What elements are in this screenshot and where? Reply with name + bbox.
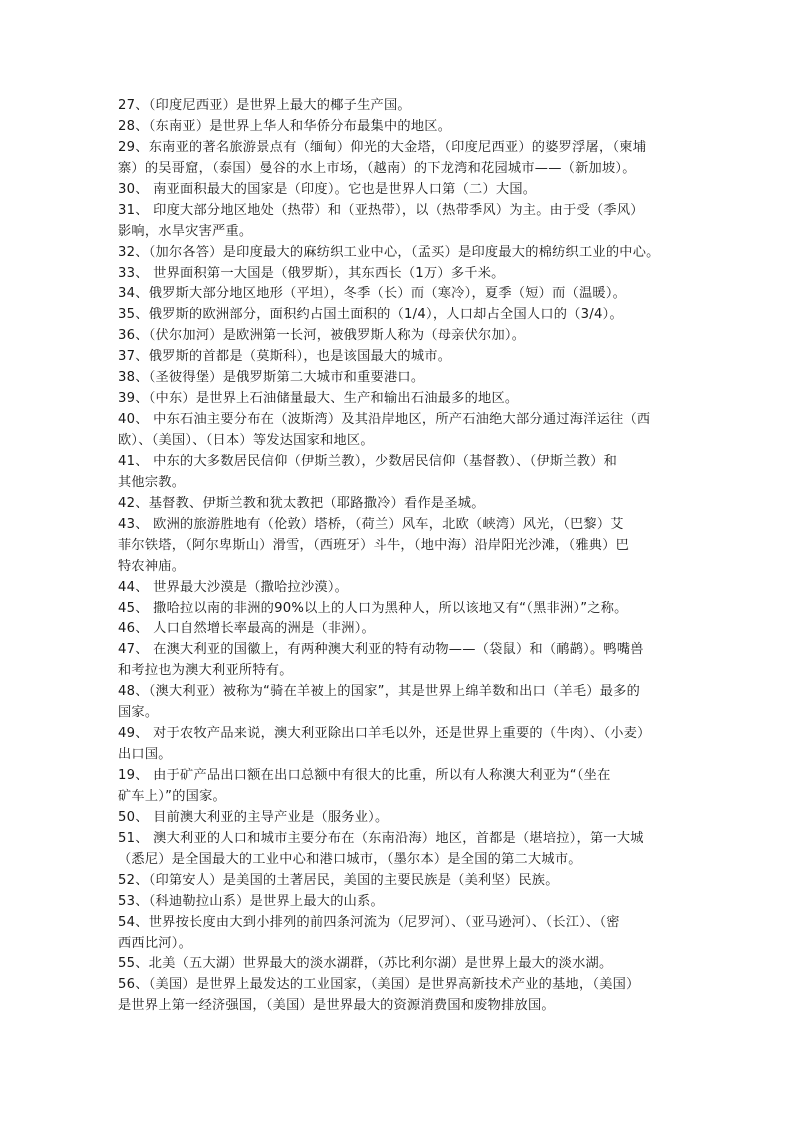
text-line: 35、俄罗斯的欧洲部分，面积约占国土面积的（1/4），人口却占全国人口的（3/4）。 xyxy=(118,307,623,323)
text-line: 出口国。 xyxy=(118,747,172,763)
text-line: 55、北美（五大湖）世界最大的淡水湖群，（苏比利尔湖）是世界上最大的淡水湖。 xyxy=(118,956,613,972)
text-line: 欧）、（美国）、（日本）等发达国家和地区。 xyxy=(118,433,374,448)
text-line: 32、（加尔各答）是印度最大的麻纺织工业中心，（孟买）是印度最大的棉纺织工业的中心。 xyxy=(118,244,660,260)
text-line: 30、 南亚面积最大的国家是（印度）。它也是世界人口第（二）大国。 xyxy=(118,181,537,197)
text-line: 54、世界按长度由大到小排列的前四条河流为（尼罗河）、（亚马逊河）、（长江）、（密 xyxy=(118,914,620,930)
text-line: 43、 欧洲的旅游胜地有（伦敦）塔桥，（荷兰）风车，北欧（峡湾）风光，（巴黎）艾 xyxy=(118,516,624,532)
text-line: 39、（中东）是世界上石油储量最大、生产和输出石油最多的地区。 xyxy=(118,391,519,407)
text-line: 特农神庙。 xyxy=(118,558,186,574)
text-line: 36、（伏尔加河）是欧洲第一长河，被俄罗斯人称为（母亲伏尔加）。 xyxy=(118,328,526,344)
text-line: 46、 人口自然增长率最高的洲是（非洲）。 xyxy=(118,621,375,637)
document-page xyxy=(118,96,686,1017)
text-line: 是世界上第一经济强国，（美国）是世界最大的资源消费国和废物排放国。 xyxy=(118,998,555,1014)
text-line: 影响，水旱灾害严重。 xyxy=(118,223,253,239)
text-line: 西西比河）。 xyxy=(118,935,193,951)
text-line: 48、（澳大利亚）被称为“骑在羊被上的国家”，其是世界上绵羊数和出口（羊毛）最多的 xyxy=(118,684,641,700)
text-line: 37、俄罗斯的首都是（莫斯科），也是该国最大的城市。 xyxy=(118,349,452,365)
text-line: 和考拉也为澳大利亚所特有。 xyxy=(118,663,293,679)
text-line: 38、（圣彼得堡）是俄罗斯第二大城市和重要港口。 xyxy=(118,370,425,386)
text-line: 19、 由于矿产品出口额在出口总额中有很大的比重，所以有人称澳大利亚为“（坐在 xyxy=(118,768,611,783)
text-line: 41、 中东的大多数居民信仰（伊斯兰教），少数居民信仰（基督教）、（伊斯兰教）和 xyxy=(118,453,618,469)
text-line: 45、 撒哈拉以南的非洲的90%以上的人口为黑种人，所以该地又有“（黑非洲）”之称。 xyxy=(118,600,628,616)
text-line: 矿车上）”的国家。 xyxy=(118,788,226,804)
text-line: 其他宗教。 xyxy=(118,474,186,490)
text-line: 53、（科迪勒拉山系）是世界上最大的山系。 xyxy=(118,893,384,909)
text-line: 44、 世界最大沙漠是（撒哈拉沙漠）。 xyxy=(118,579,349,595)
text-line: 29、东南亚的著名旅游景点有（缅甸）仰光的大金塔，（印度尼西亚）的婆罗浮屠，（柬埔 xyxy=(118,139,647,155)
text-line: 47、 在澳大利亚的国徽上，有两种澳大利亚的特有动物——（袋鼠）和（鸸鹋）。鸭嘴兽 xyxy=(118,642,644,658)
text-line: 国家。 xyxy=(118,705,159,721)
text-line: 27、（印度尼西亚）是世界上最大的椰子生产国。 xyxy=(118,98,411,113)
text-line: 51、 澳大利亚的人口和城市主要分布在（东南沿海）地区，首都是（堪培拉），第一大城 xyxy=(118,830,644,846)
text-line: 33、 世界面积第一大国是（俄罗斯），其东西长（1万）多千米。 xyxy=(118,265,505,281)
text-line: 40、 中东石油主要分布在（波斯湾）及其沿岸地区，所产石油绝大部分通过海洋运往（西 xyxy=(118,412,651,428)
text-line: 28、（东南亚）是世界上华人和华侨分布最集中的地区。 xyxy=(118,118,452,134)
text-line: 菲尔铁塔，（阿尔卑斯山）滑雪，（西班牙）斗牛，（地中海）沿岸阳光沙滩，（雅典）巴 xyxy=(118,537,630,553)
text-line: 42、基督教、伊斯兰教和犹太教把（耶路撒冷）看作是圣城。 xyxy=(118,495,485,511)
text-line: 寨）的吴哥窟，（泰国）曼谷的水上市场，（越南）的下龙湾和花园城市——（新加坡）。 xyxy=(118,160,636,176)
text-line: 56、（美国）是世界上最发达的工业国家，（美国）是世界高新技术产业的基地，（美国） xyxy=(118,977,640,993)
text-line: 34、俄罗斯大部分地区地形（平坦），冬季（长）而（寒冷），夏季（短）而（温暖）。 xyxy=(118,286,627,302)
text-line: 49、 对于农牧产品来说，澳大利亚除出口羊毛以外，还是世界上重要的（牛肉）、（小麦） xyxy=(118,726,651,742)
text-line: 52、（印第安人）是美国的土著居民，美国的主要民族是（美利坚）民族。 xyxy=(118,872,559,888)
text-line: （悉尼）是全国最大的工业中心和港口城市，（墨尔本）是全国的第二大城市。 xyxy=(118,851,582,867)
text-line: 50、 目前澳大利亚的主导产业是（服务业）。 xyxy=(118,809,389,825)
text-line: 31、 印度大部分地区地处（热带）和（亚热带），以（热带季风）为主。由于受（季风） xyxy=(118,202,644,218)
